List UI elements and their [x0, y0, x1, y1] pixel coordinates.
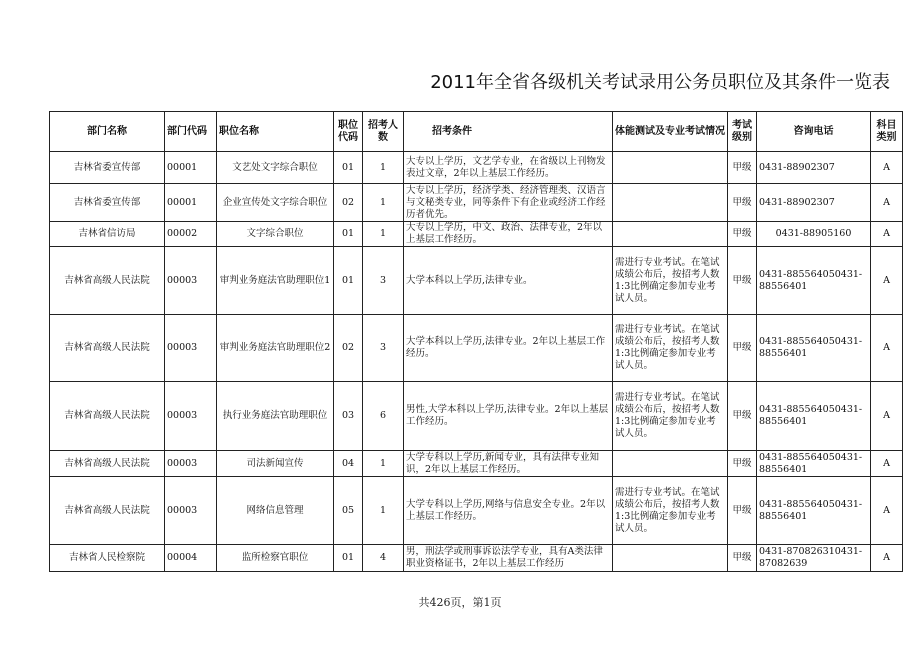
cell-recruit-count: 1 [363, 184, 404, 222]
cell-physical-test [613, 545, 728, 572]
cell-dept-name: 吉林省高级人民法院 [50, 382, 165, 451]
cell-position-code: 05 [334, 477, 363, 545]
cell-physical-test [613, 222, 728, 247]
cell-subject-category: A [871, 382, 903, 451]
cell-physical-test [613, 184, 728, 222]
header-dept-code: 部门代码 [165, 112, 217, 152]
cell-dept-code: 00001 [165, 184, 217, 222]
cell-exam-level: 甲级 [728, 545, 757, 572]
cell-position-name: 执行业务庭法官助理职位 [217, 382, 334, 451]
cell-conditions: 大专以上学历，文艺学专业，在省级以上刊物发表过文章，2年以上基层工作经历。 [404, 152, 613, 184]
header-recruit-count: 招考人数 [363, 112, 404, 152]
cell-exam-level: 甲级 [728, 451, 757, 477]
cell-exam-level: 甲级 [728, 152, 757, 184]
cell-recruit-count: 1 [363, 222, 404, 247]
cell-position-code: 03 [334, 382, 363, 451]
cell-position-name: 企业宣传处文字综合职位 [217, 184, 334, 222]
cell-dept-code: 00001 [165, 152, 217, 184]
cell-position-code: 02 [334, 184, 363, 222]
cell-dept-name: 吉林省委宣传部 [50, 152, 165, 184]
cell-recruit-count: 1 [363, 451, 404, 477]
cell-recruit-count: 3 [363, 315, 404, 382]
cell-subject-category: A [871, 545, 903, 572]
table-row [50, 222, 903, 247]
cell-phone: 0431-88905160 [757, 222, 871, 247]
header-conditions: 招考条件 [404, 112, 613, 152]
cell-exam-level: 甲级 [728, 477, 757, 545]
cell-position-code: 01 [334, 247, 363, 315]
cell-subject-category: A [871, 315, 903, 382]
cell-phone: 0431-88902307 [757, 152, 871, 184]
cell-exam-level: 甲级 [728, 247, 757, 315]
table-row [50, 451, 903, 477]
cell-dept-code: 00003 [165, 382, 217, 451]
cell-conditions: 大学本科以上学历,法律专业。2年以上基层工作经历。 [404, 315, 613, 382]
cell-phone: 0431-88902307 [757, 184, 871, 222]
cell-subject-category: A [871, 184, 903, 222]
cell-subject-category: A [871, 222, 903, 247]
cell-recruit-count: 4 [363, 545, 404, 572]
cell-subject-category: A [871, 477, 903, 545]
cell-conditions: 大学专科以上学历,新闻专业，具有法律专业知识，2年以上基层工作经历。 [404, 451, 613, 477]
table-row [50, 382, 903, 451]
cell-dept-code: 00004 [165, 545, 217, 572]
header-dept-name: 部门名称 [50, 112, 165, 152]
header-subject-category: 科目类别 [871, 112, 903, 152]
cell-conditions: 大专以上学历，经济学类、经济管理类、汉语言与文秘类专业，同等条件下有企业或经济工作经历者优先。 [404, 184, 613, 222]
cell-recruit-count: 6 [363, 382, 404, 451]
table-row [50, 477, 903, 545]
cell-dept-name: 吉林省高级人民法院 [50, 477, 165, 545]
cell-position-code: 01 [334, 222, 363, 247]
cell-conditions: 大学本科以上学历,法律专业。 [404, 247, 613, 315]
cell-physical-test: 需进行专业考试。在笔试成绩公布后，按招考人数1:3比例确定参加专业考试人员。 [613, 315, 728, 382]
cell-position-name: 监所检察官职位 [217, 545, 334, 572]
cell-conditions: 大专以上学历，中文、政治、法律专业，2年以上基层工作经历。 [404, 222, 613, 247]
cell-position-name: 文艺处文字综合职位 [217, 152, 334, 184]
cell-exam-level: 甲级 [728, 315, 757, 382]
cell-conditions: 男，刑法学或刑事诉讼法学专业，具有A类法律职业资格证书，2年以上基层工作经历 [404, 545, 613, 572]
table-row [50, 315, 903, 382]
cell-phone: 0431-870826310431-87082639 [757, 545, 871, 572]
cell-position-code: 04 [334, 451, 363, 477]
cell-dept-name: 吉林省高级人民法院 [50, 247, 165, 315]
cell-position-name: 司法新闻宣传 [217, 451, 334, 477]
cell-recruit-count: 3 [363, 247, 404, 315]
cell-position-code: 01 [334, 152, 363, 184]
cell-dept-name: 吉林省人民检察院 [50, 545, 165, 572]
table-row [50, 152, 903, 184]
cell-recruit-count: 1 [363, 477, 404, 545]
cell-physical-test: 需进行专业考试。在笔试成绩公布后，按招考人数1:3比例确定参加专业考试人员。 [613, 477, 728, 545]
positions-table [49, 111, 903, 572]
cell-phone: 0431-885564050431-88556401 [757, 477, 871, 545]
cell-position-code: 01 [334, 545, 363, 572]
table-row [50, 184, 903, 222]
table-row [50, 545, 903, 572]
page-footer: 共426页，第1页 [418, 596, 502, 609]
cell-dept-code: 00003 [165, 315, 217, 382]
header-exam-level: 考试级别 [728, 112, 757, 152]
cell-exam-level: 甲级 [728, 222, 757, 247]
header-position-code: 职位代码 [334, 112, 363, 152]
cell-dept-name: 吉林省高级人民法院 [50, 451, 165, 477]
cell-conditions: 大学专科以上学历,网络与信息安全专业。2年以上基层工作经历。 [404, 477, 613, 545]
cell-phone: 0431-885564050431-88556401 [757, 315, 871, 382]
cell-dept-code: 00003 [165, 247, 217, 315]
cell-phone: 0431-885564050431-88556401 [757, 451, 871, 477]
header-position-name: 职位名称 [217, 112, 334, 152]
cell-position-name: 文字综合职位 [217, 222, 334, 247]
page-title: 2011年全省各级机关考试录用公务员职位及其条件一览表 [430, 72, 890, 93]
cell-dept-code: 00003 [165, 451, 217, 477]
cell-phone: 0431-885564050431-88556401 [757, 247, 871, 315]
cell-dept-code: 00003 [165, 477, 217, 545]
cell-exam-level: 甲级 [728, 184, 757, 222]
cell-dept-name: 吉林省信访局 [50, 222, 165, 247]
cell-exam-level: 甲级 [728, 382, 757, 451]
header-phone: 咨询电话 [757, 112, 871, 152]
cell-position-name: 审判业务庭法官助理职位2 [217, 315, 334, 382]
cell-subject-category: A [871, 451, 903, 477]
cell-conditions: 男性,大学本科以上学历,法律专业。2年以上基层工作经历。 [404, 382, 613, 451]
cell-subject-category: A [871, 152, 903, 184]
cell-position-name: 审判业务庭法官助理职位1 [217, 247, 334, 315]
cell-physical-test [613, 451, 728, 477]
header-row [50, 112, 903, 152]
cell-subject-category: A [871, 247, 903, 315]
cell-position-code: 02 [334, 315, 363, 382]
cell-dept-name: 吉林省高级人民法院 [50, 315, 165, 382]
cell-physical-test [613, 152, 728, 184]
cell-position-name: 网络信息管理 [217, 477, 334, 545]
cell-physical-test: 需进行专业考试。在笔试成绩公布后，按招考人数1:3比例确定参加专业考试人员。 [613, 382, 728, 451]
cell-physical-test: 需进行专业考试。在笔试成绩公布后，按招考人数1:3比例确定参加专业考试人员。 [613, 247, 728, 315]
table-row [50, 247, 903, 315]
cell-recruit-count: 1 [363, 152, 404, 184]
cell-dept-name: 吉林省委宣传部 [50, 184, 165, 222]
cell-phone: 0431-885564050431-88556401 [757, 382, 871, 451]
cell-dept-code: 00002 [165, 222, 217, 247]
header-physical-test: 体能测试及专业考试情况 [613, 112, 728, 152]
